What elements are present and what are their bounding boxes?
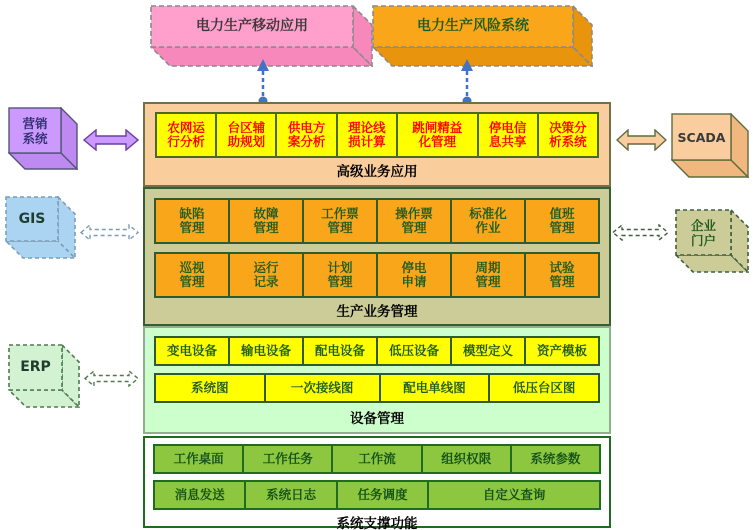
layer-advanced-apps [143,102,611,187]
prod-cell: 标准化 作业 [450,200,524,242]
support-cell: 组织权限 [421,446,510,472]
app-cell: 决策分 析系统 [537,114,597,156]
equipment-row-2 [154,373,600,403]
layer-system-support [143,436,611,528]
gis-box [5,196,76,259]
portal-arrow [612,224,669,241]
app-cell: 台区辅 助规划 [215,114,275,156]
marketing-system-label: 营销 系统 [22,115,48,146]
support-cell: 工作桌面 [155,446,242,472]
equip-cell: 输电设备 [228,338,302,364]
equip-cell: 模型定义 [450,338,524,364]
layer-title: 系统支撑功能 [336,516,418,530]
prod-cell: 故障 管理 [228,200,302,242]
prod-cell: 缺陷 管理 [156,200,228,242]
support-cell: 工作流 [331,446,420,472]
app-cell: 农网运 行分析 [157,114,215,156]
app-cell: 供电方 案分析 [275,114,335,156]
layer-equipment-mgmt [143,326,611,434]
erp-box [8,344,80,408]
equip-cell: 变电设备 [156,338,228,364]
layer-title: 生产业务管理 [336,304,418,320]
risk-system-label: 电力生产风险系统 [417,18,529,35]
equip-cell: 配电设备 [302,338,376,364]
prod-cell: 停电 申请 [376,254,450,296]
connector-arrow-left [255,58,271,106]
enterprise-portal-box [675,209,749,273]
app-cell: 停电信 息共享 [477,114,537,156]
scada-label: SCADA [677,129,726,145]
prod-cell: 值班 管理 [524,200,598,242]
prod-cell: 工作票 管理 [302,200,376,242]
support-cell: 系统日志 [244,482,335,508]
prod-cell: 计划 管理 [302,254,376,296]
production-row-2 [154,252,600,298]
prod-cell: 操作票 管理 [376,200,450,242]
prod-cell: 运行 记录 [228,254,302,296]
support-cell: 任务调度 [336,482,427,508]
risk-system-box [372,5,593,67]
equip-cell: 一次接线图 [264,375,379,401]
equip-cell: 资产模板 [524,338,598,364]
support-cell: 系统参数 [510,446,599,472]
support-row-2 [153,480,601,510]
connector-arrow-right [459,58,475,106]
mobile-app-label: 电力生产移动应用 [196,18,308,35]
layer-production-mgmt [143,187,611,326]
prod-cell: 试验 管理 [524,254,598,296]
app-cell: 理论线 损计算 [336,114,396,156]
equip-cell: 配电单线图 [379,375,489,401]
enterprise-portal-label: 企业 门户 [690,217,716,248]
support-cell: 消息发送 [155,482,244,508]
gis-arrow [80,224,139,241]
advanced-apps-row [155,112,599,158]
support-cell: 自定义查询 [427,482,599,508]
prod-cell: 周期 管理 [450,254,524,296]
production-row-1 [154,198,600,244]
marketing-arrow [83,129,139,151]
support-row-1 [153,444,601,474]
app-cell: 跳闸精益 化管理 [396,114,477,156]
equipment-row-1 [154,336,600,366]
equip-cell: 系统图 [156,375,264,401]
scada-arrow [616,129,667,151]
support-cell: 工作任务 [242,446,331,472]
equip-cell: 低压台区图 [488,375,598,401]
erp-arrow [84,370,139,387]
scada-box [671,113,749,178]
marketing-system-box [8,107,78,170]
erp-label: ERP [20,359,51,376]
prod-cell: 巡视 管理 [156,254,228,296]
layer-title: 高级业务应用 [336,164,418,180]
gis-label: GIS [18,210,46,227]
layer-title: 设备管理 [350,411,404,427]
equip-cell: 低压设备 [376,338,450,364]
